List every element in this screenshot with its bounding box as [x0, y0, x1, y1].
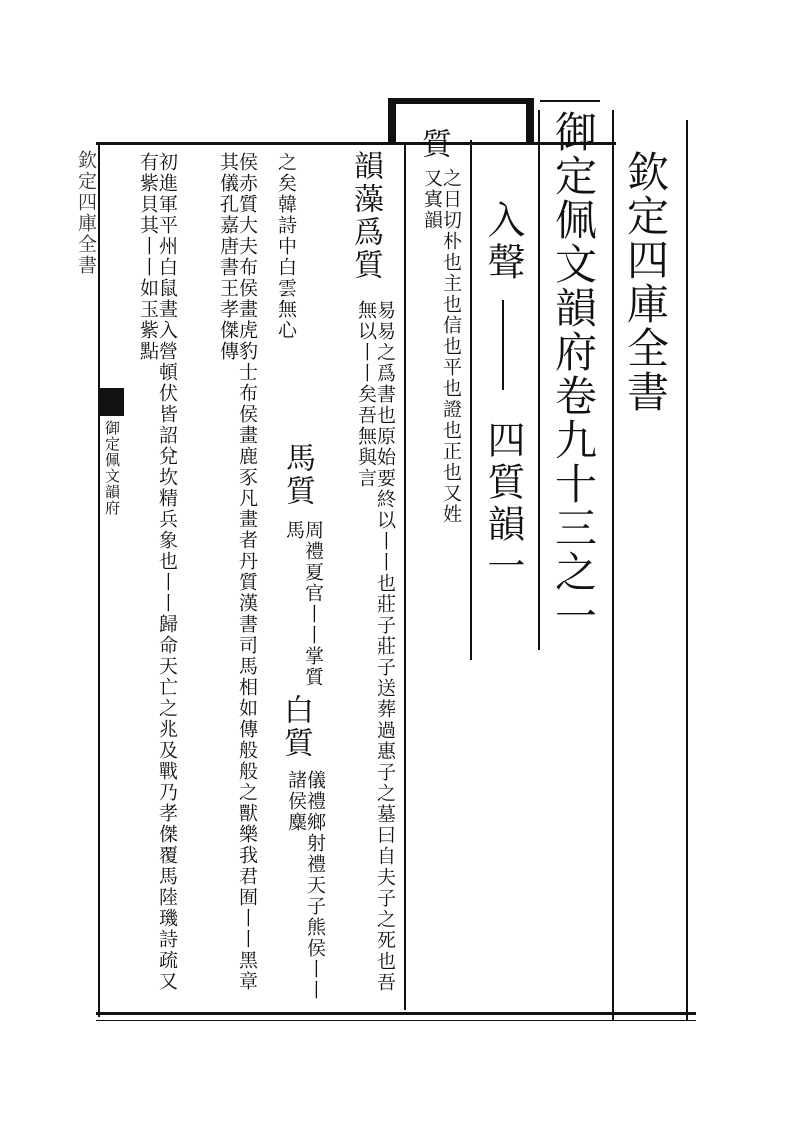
- divider-left: [98, 142, 100, 1017]
- collection-title: 欽定四庫全書: [621, 150, 670, 414]
- left-edge-fragment: 欽定四庫全書: [75, 150, 97, 276]
- column-5-note: 初進軍平州白鼠晝入營頓伏皆詔兌坎精兵象也丨丨歸命天亡之兆及戰乃孝傑覆馬陸璣詩疏又有紫貝其丨丨如玉紫點: [137, 152, 178, 992]
- tone-label: 入聲: [481, 200, 525, 284]
- column-3-note-c: 儀禮鄉射禮天子熊侯丨丨諸侯麋: [285, 770, 326, 1001]
- entry-head-char: 質: [416, 128, 451, 161]
- column-2-note: 易易之爲書也原始要終以丨丨也莊子莊子送葬過惠子之墓曰自夫子之死也吾無以丨丨矣吾無與言: [355, 300, 396, 993]
- margin-book-label: 御定佩文韻府: [103, 420, 121, 516]
- volume-title: 御定佩文韻府卷九十三之一: [549, 110, 598, 638]
- entry-ma-zhi: 馬質: [280, 442, 315, 508]
- rhyme-label: 四質韻一: [481, 420, 525, 588]
- column-3-note-a: 之矣韓詩中白雲無心: [275, 152, 297, 341]
- entry-bai-zhi: 白質: [278, 694, 313, 760]
- margin-fishtail-mark: [98, 388, 124, 416]
- divider-outer-right: [686, 120, 688, 1020]
- divider-volume: [538, 110, 540, 650]
- tone-rule: [502, 300, 504, 390]
- column-3-note-b: 周禮夏官丨丨掌質馬: [283, 520, 324, 688]
- entry-head-note-text: 之日切朴也主也信也平也證也正也又姓又寘韻: [421, 168, 462, 525]
- frame-bottom-rule-2: [96, 1020, 696, 1021]
- divider-title: [612, 110, 614, 1020]
- column-4-note: 侯赤質大夫布侯畫虎豹士布侯畫鹿豕凡畫者丹質漢書司馬相如傳般般之獸樂我君囿丨丨黑章其儀孔嘉唐書王孝傑傳: [217, 152, 258, 992]
- divider-entry-box: [404, 142, 406, 1010]
- top-bracket-left: [388, 98, 396, 142]
- entry-head-note: [412, 168, 460, 528]
- section-label: 韻藻爲質: [348, 150, 383, 282]
- top-bar-left: [388, 98, 534, 104]
- top-bracket-right: [526, 98, 534, 142]
- top-short-rule: [540, 100, 600, 102]
- divider-rhyme: [470, 140, 472, 660]
- frame-bottom-rule: [96, 1012, 696, 1015]
